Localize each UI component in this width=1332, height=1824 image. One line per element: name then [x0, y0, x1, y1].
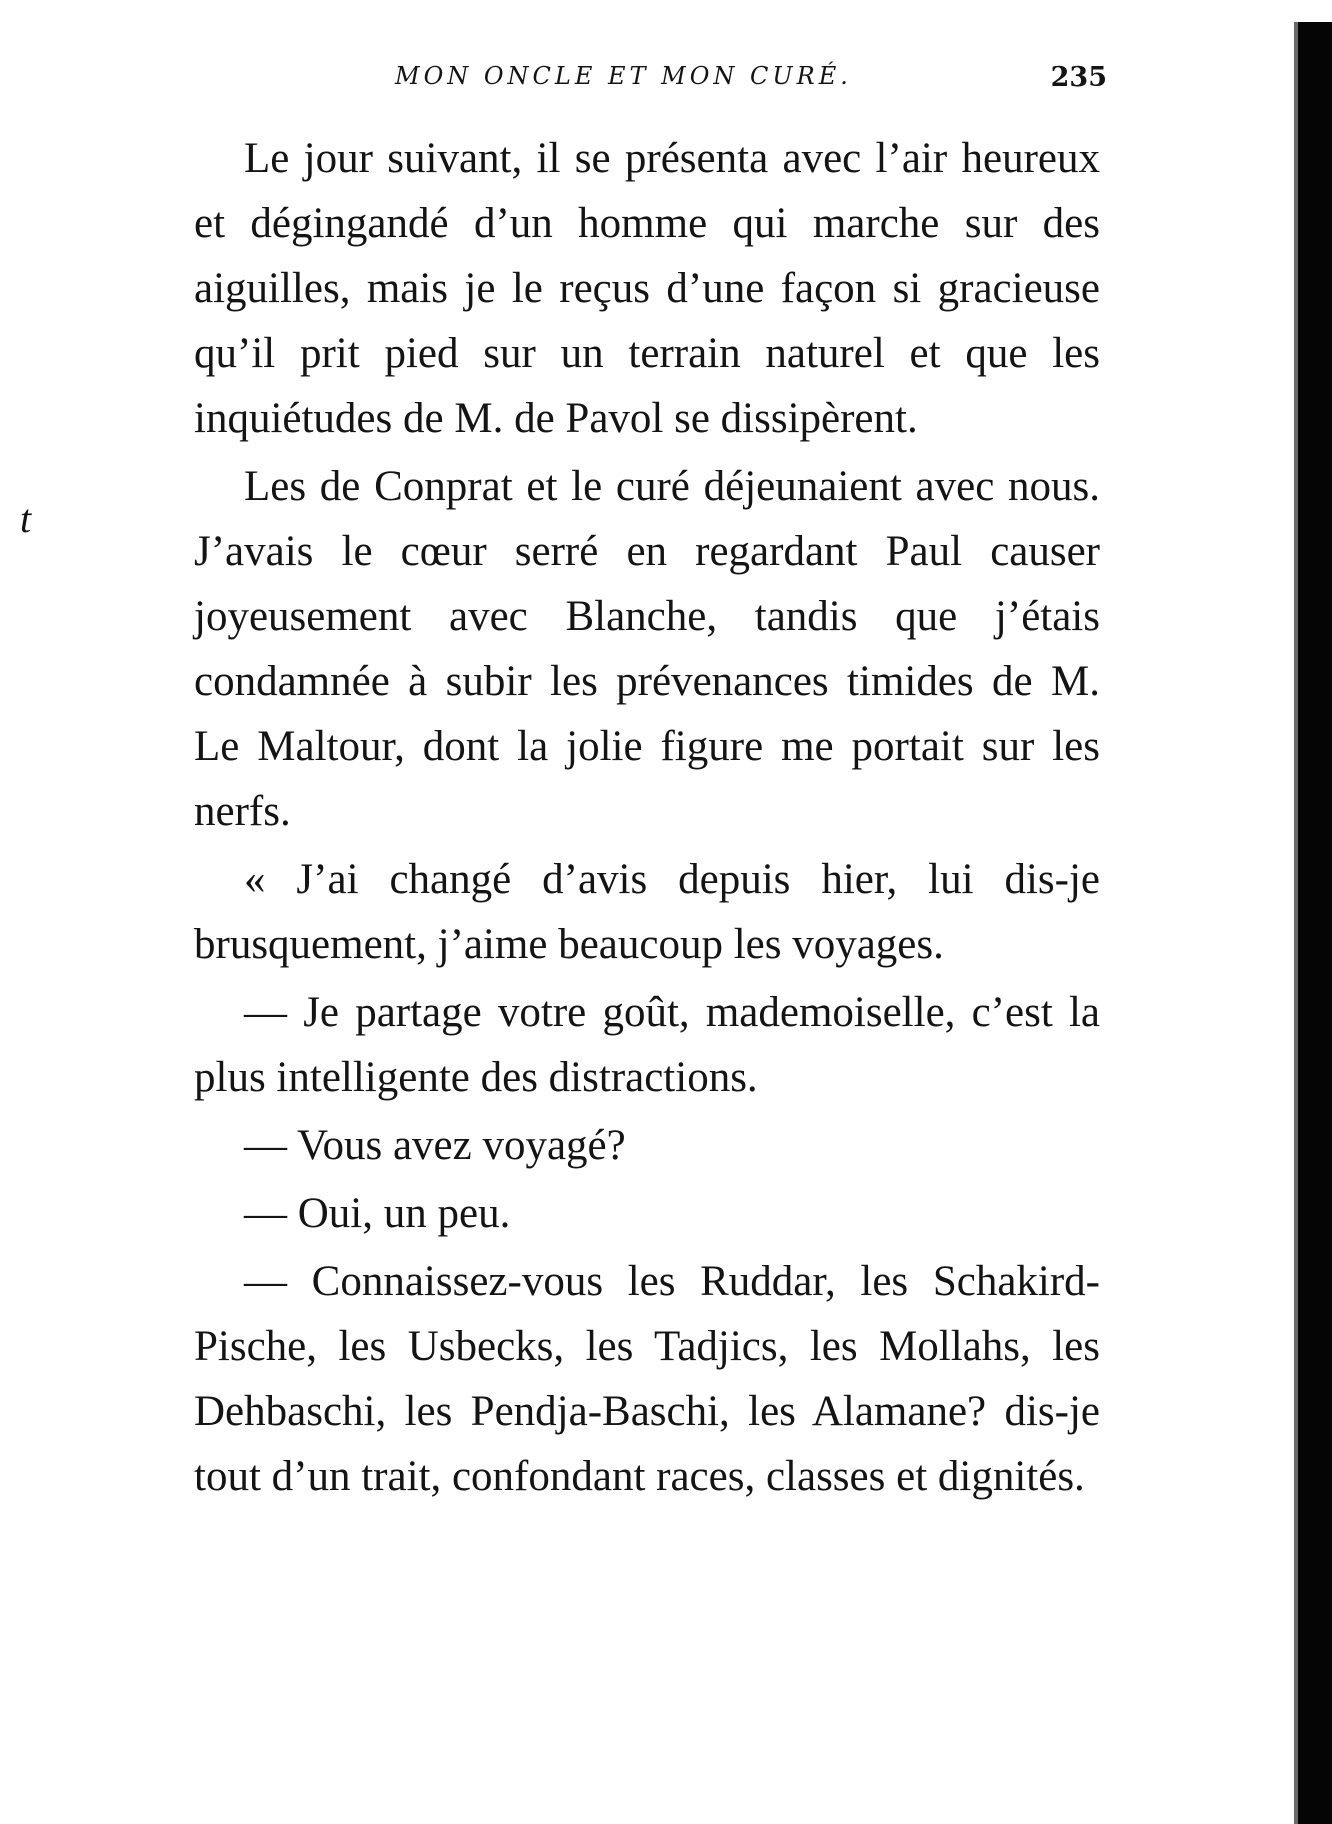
running-title: MON ONCLE ET MON CURÉ.	[395, 62, 852, 90]
paragraph: Le jour suivant, il se présenta avec l’air heureux et dégingandé d’un homme qui marche sur des aiguilles, mais je le reçus d’une façon si gracieuse qu’il prit pied sur un terrain naturel et que les inquiétudes de M. de Pavol se dissipèrent.	[194, 135, 1100, 442]
paragraph: — Je partage votre goût, mademoiselle, c’est la plus intelligente des distractions.	[194, 989, 1100, 1101]
paragraph: — Connaissez-vous les Ruddar, les Schakird-Pische, les Usbecks, les Tadjics, les Mollahs, les Dehbaschi, les Pendja-Baschi, les Alamane? dis-je tout d’un trait, confondant races, classes et dignités.	[194, 1258, 1100, 1500]
paragraph: Les de Conprat et le curé déjeunaient avec nous. J’avais le cœur serré en regardant Paul causer joyeusement avec Blanche, tandis que j’étais condamnée à subir les prévenances timides de M. Le Maltour, dont la jolie figure me portait sur les nerfs.	[194, 463, 1100, 835]
body-text	[194, 126, 1100, 1512]
paragraph: — Vous avez voyagé?	[244, 1122, 626, 1169]
margin-mark: t	[20, 496, 32, 541]
book-spine-shadow	[1298, 22, 1332, 1824]
paragraph: — Oui, un peu.	[244, 1190, 511, 1237]
paragraph: « J’ai changé d’avis depuis hier, lui dis-je brusquement, j’aime beaucoup les voyages.	[194, 856, 1100, 968]
page-number: 235	[1050, 62, 1107, 93]
page-header	[395, 62, 1107, 102]
